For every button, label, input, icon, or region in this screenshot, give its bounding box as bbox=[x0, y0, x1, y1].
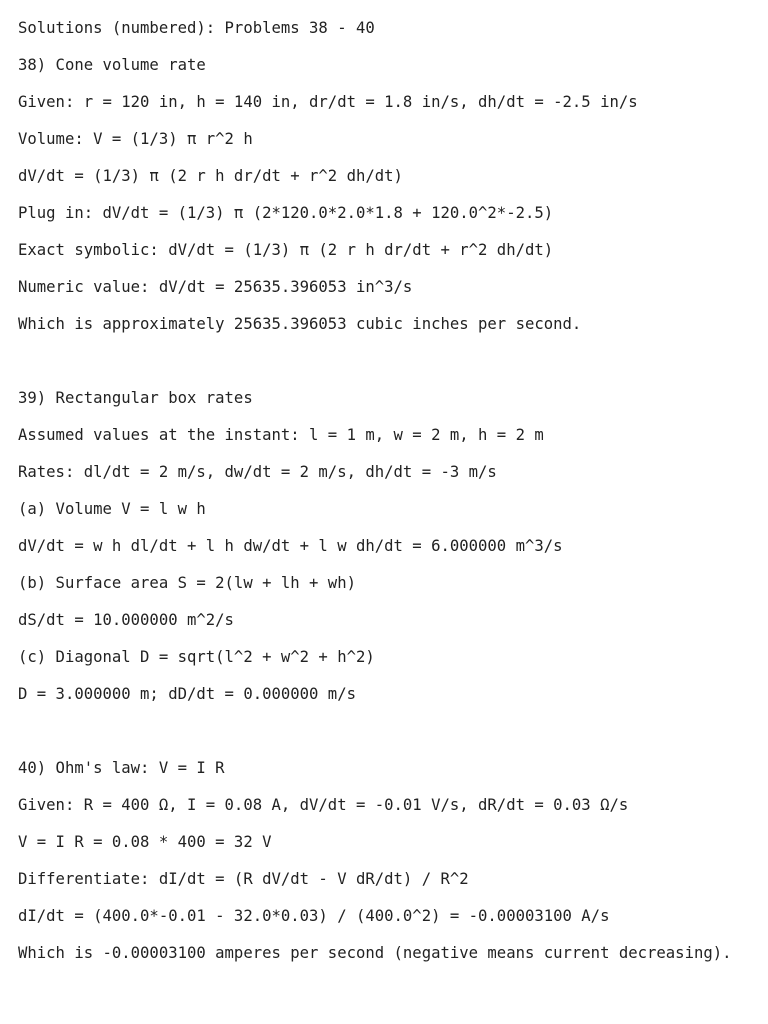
problem-40-conclusion: Which is -0.00003100 amperes per second (negative means current decreasing). bbox=[18, 944, 732, 962]
problem-38-title: 38) Cone volume rate bbox=[18, 56, 206, 74]
problem-38-volume: Volume: V = (1/3) π r^2 h bbox=[18, 130, 253, 148]
document-header: Solutions (numbered): Problems 38 - 40 bbox=[18, 19, 375, 37]
problem-39-a-label: (a) Volume V = l w h bbox=[18, 500, 206, 518]
problem-39-b-label: (b) Surface area S = 2(lw + lh + wh) bbox=[18, 574, 356, 592]
problem-39-c-label: (c) Diagonal D = sqrt(l^2 + w^2 + h^2) bbox=[18, 648, 375, 666]
problem-38-plug-in: Plug in: dV/dt = (1/3) π (2*120.0*2.0*1.8 + 120.0^2*-2.5) bbox=[18, 204, 554, 222]
problem-39-c-result: D = 3.000000 m; dD/dt = 0.000000 m/s bbox=[18, 685, 356, 703]
problem-38-numeric: Numeric value: dV/dt = 25635.396053 in^3/s bbox=[18, 278, 413, 296]
problem-39-b-result: dS/dt = 10.000000 m^2/s bbox=[18, 611, 234, 629]
problem-39-rates: Rates: dl/dt = 2 m/s, dw/dt = 2 m/s, dh/dt = -3 m/s bbox=[18, 463, 497, 481]
problem-39-assumed: Assumed values at the instant: l = 1 m, w = 2 m, h = 2 m bbox=[18, 426, 544, 444]
problem-40-calculation: dI/dt = (400.0*-0.01 - 32.0*0.03) / (400.0^2) = -0.00003100 A/s bbox=[18, 907, 610, 925]
problem-40-differentiate: Differentiate: dI/dt = (R dV/dt - V dR/dt) / R^2 bbox=[18, 870, 469, 888]
problem-39-a-result: dV/dt = w h dl/dt + l h dw/dt + l w dh/dt = 6.000000 m^3/s bbox=[18, 537, 563, 555]
problem-38-exact: Exact symbolic: dV/dt = (1/3) π (2 r h dr/dt + r^2 dh/dt) bbox=[18, 241, 554, 259]
problem-38-given: Given: r = 120 in, h = 140 in, dr/dt = 1.8 in/s, dh/dt = -2.5 in/s bbox=[18, 93, 638, 111]
problem-38-approx: Which is approximately 25635.396053 cubic inches per second. bbox=[18, 315, 582, 333]
problem-39-title: 39) Rectangular box rates bbox=[18, 389, 253, 407]
problem-40-title: 40) Ohm's law: V = I R bbox=[18, 759, 225, 777]
problem-40-vir: V = I R = 0.08 * 400 = 32 V bbox=[18, 833, 272, 851]
problem-40-given: Given: R = 400 Ω, I = 0.08 A, dV/dt = -0.01 V/s, dR/dt = 0.03 Ω/s bbox=[18, 796, 629, 814]
problem-38-derivative: dV/dt = (1/3) π (2 r h dr/dt + r^2 dh/dt) bbox=[18, 167, 403, 185]
